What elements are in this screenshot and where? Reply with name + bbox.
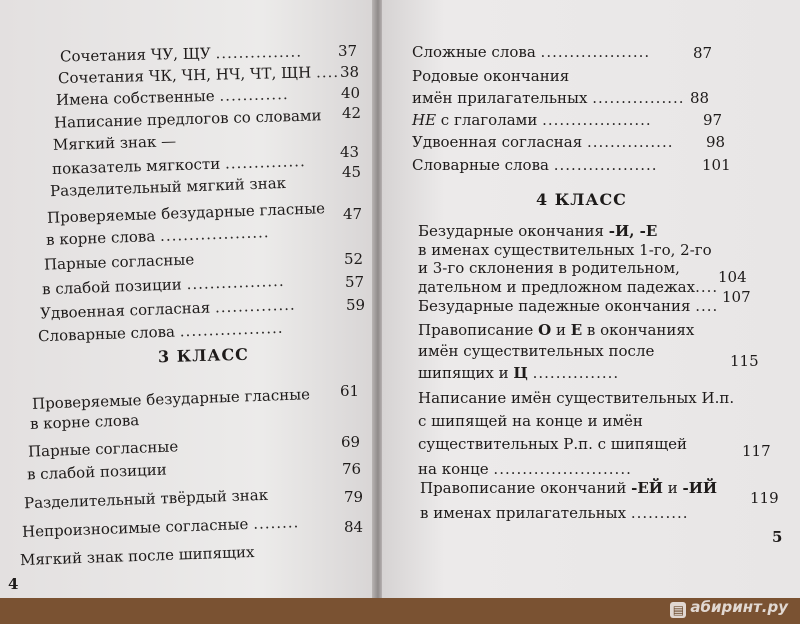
toc-page-number: 57 [345, 273, 365, 291]
toc-entry: в именах существительных 1-го, 2-го [418, 241, 712, 259]
toc-page-number: 37 [338, 42, 358, 60]
toc-entry: Правописание окончаний -ЕЙ и -ИЙ [420, 479, 718, 497]
toc-entry: Сложные слова ................... [412, 43, 651, 61]
toc-entry: Правописание О и Е в окончаниях [418, 321, 695, 339]
toc-page-number: 69 [341, 433, 361, 451]
toc-entry: Написание предлогов со словами [53, 106, 322, 132]
toc-entry: Разделительный твёрдый знак [23, 485, 269, 513]
toc-entry: в именах прилагательных .......... [420, 504, 689, 522]
toc-page-number: 45 [342, 163, 362, 181]
toc-page-number: 97 [703, 111, 723, 129]
toc-page-number: 47 [343, 205, 363, 223]
toc-entry: Безударные окончания -И, -Е [418, 222, 658, 240]
toc-entry: Словарные слова .................. [37, 318, 284, 346]
toc-entry: Словарные слова .................. [412, 156, 658, 174]
section-heading: 3 КЛАСС [157, 344, 250, 367]
toc-page-number: 88 [690, 89, 710, 107]
toc-page-number: 38 [340, 63, 360, 81]
toc-entry: Парные согласные [27, 437, 179, 461]
toc-entry: Парные согласные [43, 250, 195, 274]
toc-entry: Сочетания ЧУ, ЩУ ............... [59, 42, 303, 66]
toc-page-number: 42 [342, 104, 362, 122]
toc-entry: с шипящей на конце и имён [418, 412, 643, 430]
toc-page-number: 61 [340, 382, 360, 400]
toc-page-number: 98 [706, 133, 726, 151]
toc-page-number: 115 [730, 352, 759, 370]
toc-entry: Проверяемые безударные гласные [31, 385, 311, 413]
toc-page-number: 40 [341, 84, 361, 102]
section-heading: 4 КЛАСС [536, 190, 627, 209]
toc-page-number: 52 [344, 250, 364, 268]
toc-page-number: 76 [342, 460, 362, 478]
toc-entry: существительных Р.п. с шипящей [418, 435, 688, 453]
toc-entry: Непроизносимые согласные ........ [21, 513, 300, 541]
toc-entry: имён существительных после [418, 342, 655, 360]
toc-entry: в корне слова [29, 411, 140, 433]
toc-entry: Безударные падежные окончания .... [418, 297, 719, 315]
toc-entry: Удвоенная согласная ............... [412, 133, 674, 151]
toc-page-number: 119 [750, 489, 779, 507]
toc-entry: в слабой позиции [26, 460, 168, 484]
toc-entry: Написание имён существительных И.п. [418, 389, 735, 407]
toc-entry: Проверяемые безударные гласные [46, 199, 326, 227]
toc-page-number: 101 [702, 156, 731, 174]
toc-page-number: 59 [346, 296, 366, 314]
toc-entry: Удвоенная согласная .............. [39, 295, 296, 323]
toc-page-number: 84 [344, 518, 364, 536]
toc-page-number: 117 [742, 442, 771, 460]
watermark: ▤ абиринт.ру [670, 598, 788, 618]
toc-entry: дательном и предложном падежах.... [418, 278, 719, 296]
toc-entry: показатель мягкости .............. [51, 152, 306, 178]
toc-entry: Мягкий знак после шипящих [19, 542, 255, 570]
toc-page-number: 107 [722, 288, 751, 306]
toc-entry: Разделительный мягкий знак [49, 173, 287, 201]
toc-page-number: 87 [693, 44, 713, 62]
toc-entry: в слабой позиции ................. [41, 271, 285, 299]
toc-entry: и 3-го склонения в родительном, [418, 259, 680, 277]
toc-entry: Имена собственные ............ [55, 84, 289, 110]
toc-page-number: 79 [344, 488, 364, 506]
toc-entry: Родовые окончания [412, 67, 570, 85]
book-icon: ▤ [670, 602, 686, 618]
toc-entry: шипящих и Ц ............... [418, 364, 620, 382]
toc-entry: Сочетания ЧК, ЧН, НЧ, ЧТ, ЩН .... [57, 62, 340, 88]
page-number-left: 4 [8, 575, 19, 593]
toc-page-number: 104 [718, 268, 747, 286]
toc-page-number: 43 [340, 143, 360, 161]
toc-entry: НЕ с глаголами ................... [412, 111, 652, 129]
toc-entry: в корне слова ................... [45, 223, 270, 249]
page-number-right: 5 [772, 528, 783, 546]
toc-entry: на конце ........................ [418, 460, 632, 478]
toc-entry: Мягкий знак — [52, 132, 177, 154]
toc-entry: имён прилагательных ................ [412, 89, 685, 107]
